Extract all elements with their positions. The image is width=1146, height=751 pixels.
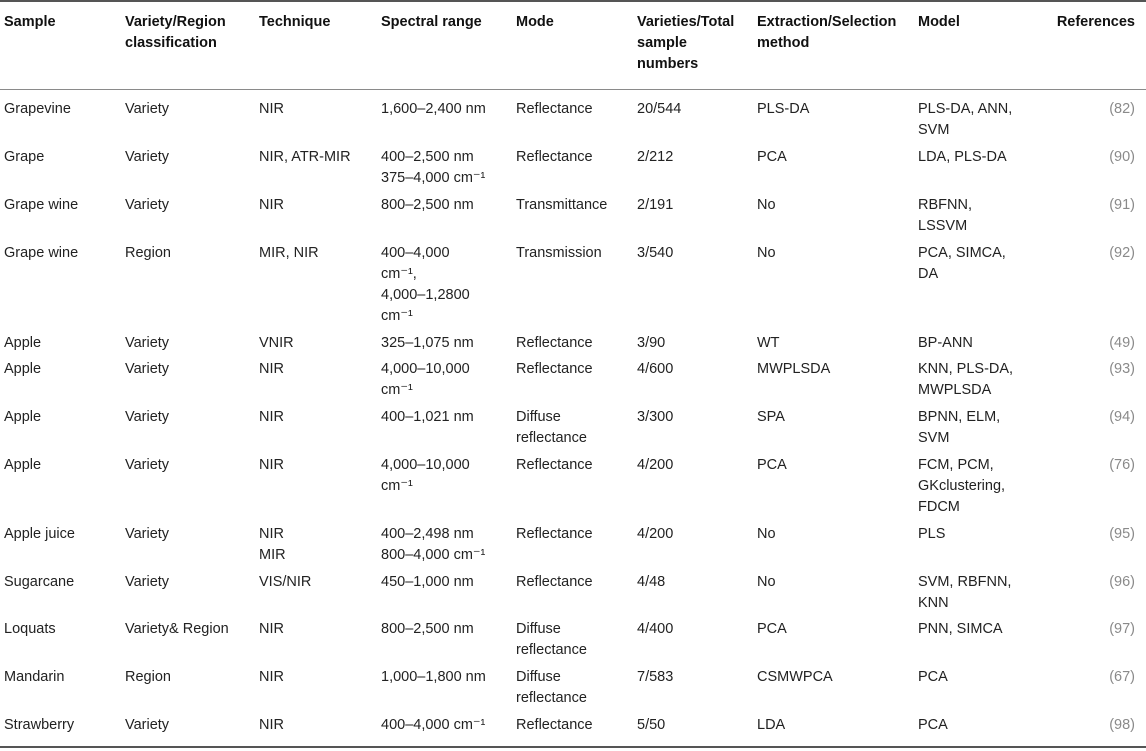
- header-mode: Mode: [516, 14, 554, 30]
- reference-link[interactable]: (94): [1109, 409, 1135, 425]
- cell-method: SPA: [757, 409, 785, 425]
- cell-technique: VIS/NIR: [259, 574, 312, 590]
- cell-mode: Reflectance: [516, 717, 593, 733]
- cell-sample: Apple: [4, 457, 42, 473]
- cell-sample: Grape wine: [4, 197, 79, 213]
- reference-link[interactable]: (97): [1109, 621, 1135, 637]
- cell-technique: NIR MIR: [259, 526, 286, 563]
- cell-model: PCA: [918, 669, 948, 685]
- cell-classification: Variety: [125, 457, 170, 473]
- cell-model: KNN, PLS-DA, MWPLSDA: [918, 361, 1014, 398]
- cell-sample: Grapevine: [4, 101, 71, 117]
- cell-mode: Transmission: [516, 245, 602, 261]
- cell-spectral-range: 4,000–10,000 cm⁻¹: [381, 457, 470, 494]
- cell-model: SVM, RBFNN, KNN: [918, 574, 1012, 611]
- cell-reference: [1040, 619, 1135, 640]
- cell-mode: Reflectance: [516, 149, 593, 165]
- cell-mode: Reflectance: [516, 101, 593, 117]
- cell-classification: Region: [125, 245, 171, 261]
- cell-reference: [1040, 99, 1135, 120]
- cell-mode: Reflectance: [516, 335, 593, 351]
- cell-technique: NIR: [259, 717, 284, 733]
- cell-reference: [1040, 333, 1135, 354]
- cell-mode: Transmittance: [516, 197, 608, 213]
- cell-mode: Reflectance: [516, 574, 593, 590]
- cell-mode: Diffuse reflectance: [516, 621, 587, 658]
- cell-model: BP-ANN: [918, 335, 973, 351]
- cell-classification: Region: [125, 669, 171, 685]
- header-spectral-range: Spectral range: [381, 14, 482, 30]
- cell-sample-numbers: 5/50: [637, 717, 666, 733]
- cell-sample-numbers: 7/583: [637, 669, 674, 685]
- cell-sample: Apple juice: [4, 526, 75, 542]
- cell-method: PCA: [757, 457, 787, 473]
- cell-method: No: [757, 574, 776, 590]
- cell-sample: Grape wine: [4, 245, 79, 261]
- cell-technique: NIR: [259, 457, 284, 473]
- cell-model: PNN, SIMCA: [918, 621, 1003, 637]
- cell-sample: Sugarcane: [4, 574, 75, 590]
- cell-classification: Variety& Region: [125, 621, 229, 637]
- cell-method: CSMWPCA: [757, 669, 833, 685]
- cell-spectral-range: 800–2,500 nm: [381, 197, 474, 213]
- cell-classification: Variety: [125, 717, 170, 733]
- header-rule: [0, 89, 1146, 90]
- cell-reference: [1040, 524, 1135, 545]
- reference-link[interactable]: (93): [1109, 361, 1135, 377]
- cell-reference: [1040, 195, 1135, 216]
- header-sample-numbers: Varieties/Total sample numbers: [637, 14, 735, 72]
- cell-model: BPNN, ELM, SVM: [918, 409, 1001, 446]
- cell-sample-numbers: 3/540: [637, 245, 674, 261]
- cell-model: LDA, PLS-DA: [918, 149, 1007, 165]
- cell-classification: Variety: [125, 361, 170, 377]
- reference-link[interactable]: (82): [1109, 101, 1135, 117]
- cell-sample-numbers: 2/212: [637, 149, 674, 165]
- cell-reference: [1040, 715, 1135, 736]
- table-bottom-rule: [0, 746, 1146, 748]
- reference-link[interactable]: (96): [1109, 574, 1135, 590]
- cell-classification: Variety: [125, 149, 170, 165]
- cell-model: FCM, PCM, GKclustering, FDCM: [918, 457, 1006, 515]
- cell-model: PCA, SIMCA, DA: [918, 245, 1006, 282]
- cell-sample: Grape: [4, 149, 45, 165]
- cell-method: No: [757, 526, 776, 542]
- cell-technique: NIR: [259, 197, 284, 213]
- header-classification: Variety/Region classification: [125, 14, 226, 51]
- cell-technique: NIR, ATR-MIR: [259, 149, 351, 165]
- header-technique: Technique: [259, 14, 331, 30]
- cell-sample: Apple: [4, 335, 42, 351]
- cell-method: No: [757, 245, 776, 261]
- cell-spectral-range: 450–1,000 nm: [381, 574, 474, 590]
- cell-technique: NIR: [259, 621, 284, 637]
- cell-model: PLS: [918, 526, 946, 542]
- cell-reference: [1040, 455, 1135, 476]
- cell-model: RBFNN, LSSVM: [918, 197, 972, 234]
- cell-reference: [1040, 407, 1135, 428]
- cell-sample-numbers: 3/300: [637, 409, 674, 425]
- cell-technique: NIR: [259, 409, 284, 425]
- table-top-rule: [0, 0, 1146, 2]
- reference-link[interactable]: (95): [1109, 526, 1135, 542]
- cell-technique: VNIR: [259, 335, 294, 351]
- cell-spectral-range: 400–2,500 nm 375–4,000 cm⁻¹: [381, 149, 486, 186]
- cell-sample: Apple: [4, 361, 42, 377]
- cell-mode: Diffuse reflectance: [516, 409, 587, 446]
- header-method: Extraction/Selection method: [757, 14, 897, 51]
- cell-sample-numbers: 4/48: [637, 574, 666, 590]
- cell-sample-numbers: 2/191: [637, 197, 674, 213]
- cell-spectral-range: 400–4,000 cm⁻¹: [381, 717, 486, 733]
- cell-mode: Reflectance: [516, 526, 593, 542]
- header-references: References: [1056, 14, 1135, 30]
- reference-link[interactable]: (92): [1109, 245, 1135, 261]
- cell-sample-numbers: 3/90: [637, 335, 666, 351]
- cell-method: WT: [757, 335, 780, 351]
- cell-sample-numbers: 4/200: [637, 457, 674, 473]
- cell-reference: [1040, 243, 1135, 264]
- cell-mode: Reflectance: [516, 457, 593, 473]
- reference-link[interactable]: (76): [1109, 457, 1135, 473]
- cell-technique: NIR: [259, 361, 284, 377]
- cell-mode: Diffuse reflectance: [516, 669, 587, 706]
- cell-classification: Variety: [125, 574, 170, 590]
- cell-method: MWPLSDA: [757, 361, 831, 377]
- cell-technique: NIR: [259, 101, 284, 117]
- cell-spectral-range: 400–2,498 nm 800–4,000 cm⁻¹: [381, 526, 486, 563]
- reference-link[interactable]: (91): [1109, 197, 1135, 213]
- cell-sample: Loquats: [4, 621, 56, 637]
- cell-sample-numbers: 20/544: [637, 101, 682, 117]
- cell-classification: Variety: [125, 197, 170, 213]
- cell-reference: [1040, 147, 1135, 168]
- cell-sample: Apple: [4, 409, 42, 425]
- cell-classification: Variety: [125, 335, 170, 351]
- reference-link[interactable]: (90): [1109, 149, 1135, 165]
- header-sample: Sample: [4, 14, 56, 30]
- cell-sample-numbers: 4/200: [637, 526, 674, 542]
- cell-mode: Reflectance: [516, 361, 593, 377]
- cell-method: PCA: [757, 149, 787, 165]
- cell-technique: NIR: [259, 669, 284, 685]
- header-model: Model: [918, 14, 960, 30]
- cell-method: PLS-DA: [757, 101, 810, 117]
- cell-reference: [1040, 572, 1135, 593]
- cell-spectral-range: 4,000–10,000 cm⁻¹: [381, 361, 470, 398]
- cell-spectral-range: 1,000–1,800 nm: [381, 669, 486, 685]
- reference-link[interactable]: (67): [1109, 669, 1135, 685]
- cell-classification: Variety: [125, 526, 170, 542]
- cell-method: LDA: [757, 717, 786, 733]
- cell-spectral-range: 400–1,021 nm: [381, 409, 474, 425]
- cell-spectral-range: 1,600–2,400 nm: [381, 101, 486, 117]
- cell-spectral-range: 325–1,075 nm: [381, 335, 474, 351]
- cell-method: No: [757, 197, 776, 213]
- cell-sample: Mandarin: [4, 669, 65, 685]
- cell-model: PCA: [918, 717, 948, 733]
- cell-classification: Variety: [125, 409, 170, 425]
- cell-reference: [1040, 667, 1135, 688]
- cell-sample: Strawberry: [4, 717, 75, 733]
- cell-spectral-range: 400–4,000 cm⁻¹, 4,000–1,2800 cm⁻¹: [381, 245, 470, 324]
- cell-reference: [1040, 359, 1135, 380]
- cell-model: PLS-DA, ANN, SVM: [918, 101, 1013, 138]
- cell-sample-numbers: 4/400: [637, 621, 674, 637]
- cell-spectral-range: 800–2,500 nm: [381, 621, 474, 637]
- reference-link[interactable]: (98): [1109, 717, 1135, 733]
- cell-method: PCA: [757, 621, 787, 637]
- cell-classification: Variety: [125, 101, 170, 117]
- cell-technique: MIR, NIR: [259, 245, 319, 261]
- reference-link[interactable]: (49): [1109, 335, 1135, 351]
- cell-sample-numbers: 4/600: [637, 361, 674, 377]
